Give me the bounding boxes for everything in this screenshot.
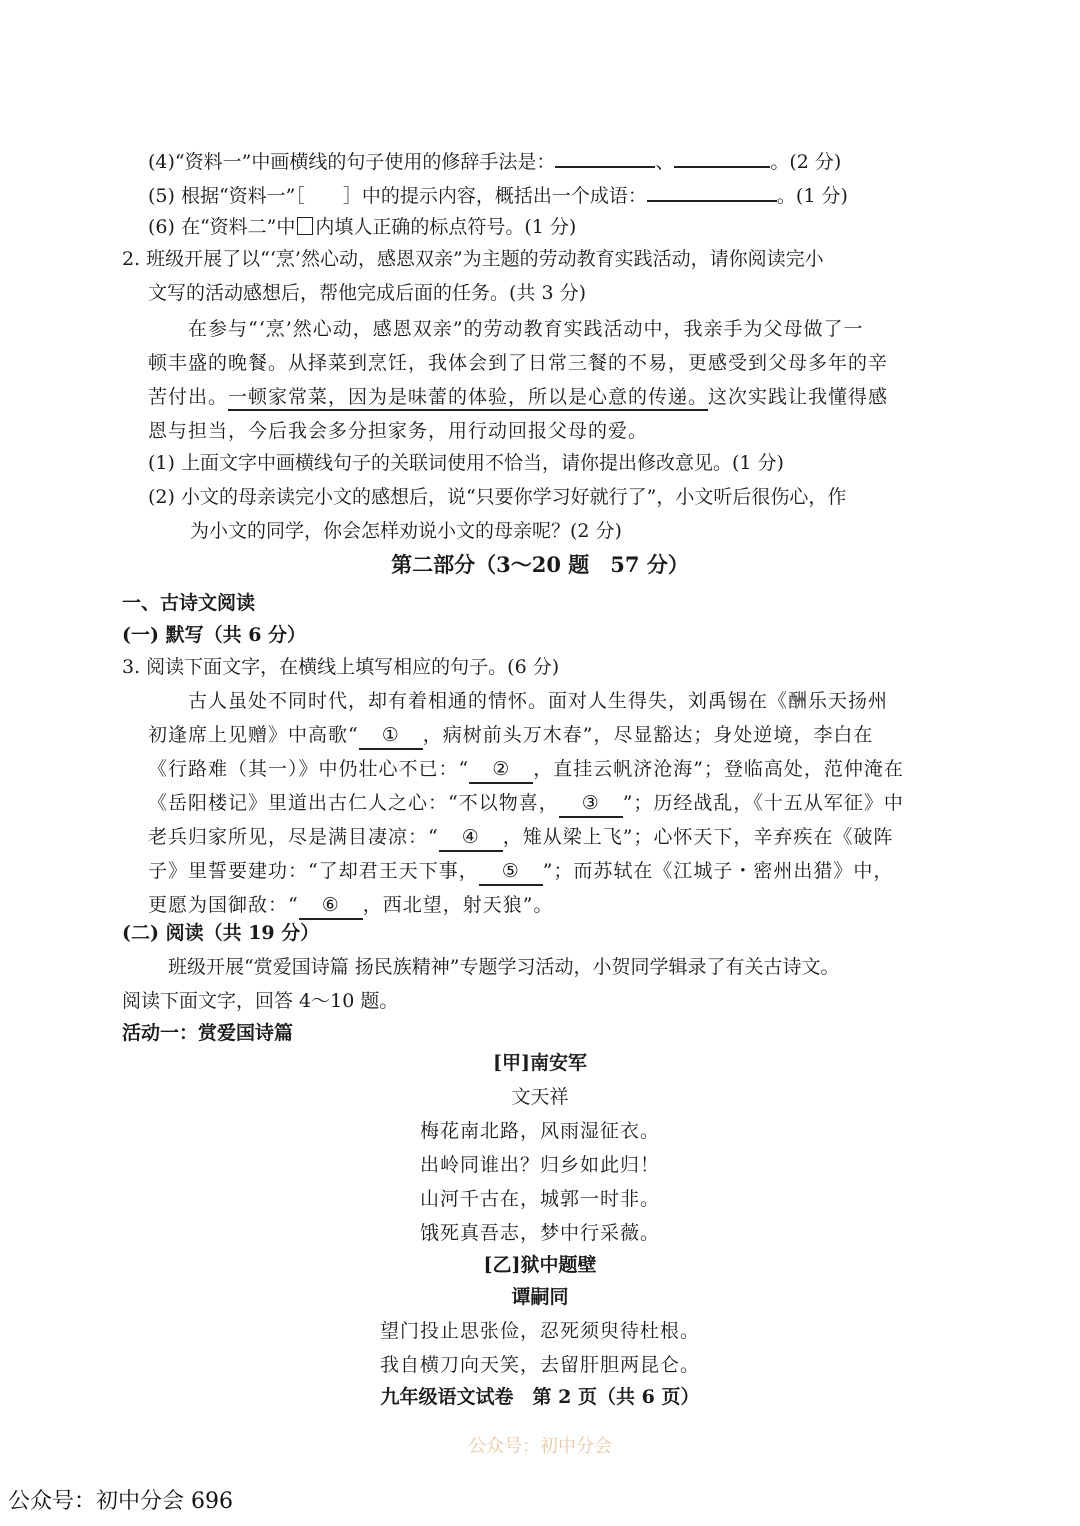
q3-line1: 古人虽处不同时代，却有着相通的情怀。面对人生得失，刘禹锡在《酬乐天扬州 — [188, 690, 889, 712]
part2-title: 第二部分（3～20 题 57 分） — [391, 552, 689, 577]
watermark-center: 公众号：初中分会 — [468, 1436, 612, 1457]
activity-1-title: 活动一：赏爱国诗篇 — [122, 1022, 294, 1044]
section-dictation: (一) 默写（共 6 分） — [122, 624, 307, 646]
poem-a-author: 文天祥 — [511, 1086, 569, 1108]
underlined-sentence: 一顿家常菜，因为是味蕾的体验，所以是心意的传递。 — [228, 386, 708, 411]
q3-prompt: 3. 阅读下面文字，在横线上填写相应的句子。(6 分) — [122, 656, 560, 678]
q2-intro-line1: 2. 班级开展了以“‘烹’然心动，感恩双亲”为主题的劳动教育实践活动，请你阅读完小 — [122, 248, 824, 270]
answer-blank — [647, 180, 777, 202]
q2-paragraph-line2: 顿丰盛的晚餐。从择菜到烹饪，我体会到了日常三餐的不易，更感受到父母多年的辛 — [148, 352, 889, 374]
q2-sub1: (1) 上面文字中画横线句子的关联词使用不恰当，请你提出修改意见。(1 分) — [148, 452, 784, 474]
answer-blank — [674, 146, 770, 168]
answer-blank — [555, 146, 655, 168]
q3-line6: 子》里誓要建功：“了却君王天下事， ⑤ ”；而苏轼在《江城子・密州出猎》中， — [148, 858, 893, 886]
section-reading: (二) 阅读（共 19 分） — [122, 922, 320, 944]
q2-intro-line2: 文写的活动感想后，帮他完成后面的任务。(共 3 分) — [148, 282, 586, 304]
reading-intro-line1: 班级开展“赏爱国诗篇 扬民族精神”专题学习活动，小贺同学辑录了有关古诗文。 — [168, 956, 840, 978]
blank-4: ④ — [439, 824, 503, 852]
q3-line5: 老兵归家所见，尽是满目凄凉：“ ④ ，雉从梁上飞”；心怀天下，辛弃疾在《破阵 — [148, 824, 893, 852]
q2-paragraph-line3: 苦付出。一顿家常菜，因为是味蕾的体验，所以是心意的传递。这次实践让我懂得感 — [148, 384, 888, 410]
q3-line7: 更愿为国御敌：“ ⑥ ，西北望，射天狼”。 — [148, 892, 553, 920]
blank-1: ① — [359, 722, 423, 750]
section-ancient-poetry: 一、古诗文阅读 — [122, 592, 256, 614]
blank-6: ⑥ — [299, 892, 363, 920]
poem-a-line: 出岭同谁出？归乡如此归！ — [419, 1154, 660, 1176]
q2-paragraph-line1: 在参与“‘烹’然心动，感恩双亲”的劳动教育实践活动中，我亲手为父母做了一 — [188, 318, 864, 340]
poem-b-line: 我自横刀向天笑，去留肝胆两昆仑。 — [379, 1354, 700, 1376]
q2-sub2-line1: (2) 小文的母亲读完小文的感想后，说“只要你学习好就行了”，小文听后很伤心，作 — [148, 486, 847, 508]
poem-a-title: [甲]南安军 — [493, 1052, 587, 1074]
watermark-left: 公众号：初中分会 696 — [8, 1489, 233, 1514]
poem-b-title: [乙]狱中题壁 — [483, 1254, 597, 1276]
q2-sub2-line2: 为小文的同学，你会怎样劝说小文的母亲呢？(2 分) — [190, 520, 622, 542]
blank-5: ⑤ — [479, 858, 543, 886]
q1-sub5: (5) 根据“资料一”［ ］中的提示内容，概括出一个成语： 。(1 分) — [148, 180, 848, 209]
blank-2: ② — [469, 756, 533, 784]
poem-a-line: 山河千古在，城郭一时非。 — [419, 1188, 660, 1210]
q3-line2: 初逢席上见赠》中高歌“ ① ，病树前头万木春”，尽显豁达；身处逆境，李白在 — [148, 722, 873, 750]
page-footer: 九年级语文试卷 第 2 页（共 6 页） — [380, 1386, 700, 1408]
reading-intro-line2: 阅读下面文字，回答 4～10 题。 — [122, 990, 399, 1012]
poem-b-line: 望门投止思张俭，忍死须臾待杜根。 — [379, 1320, 700, 1342]
poem-a-line: 饿死真吾志，梦中行采薇。 — [419, 1222, 660, 1244]
q1-sub4: (4)“资料一”中画横线的句子使用的修辞手法是： 、 。(2 分) — [148, 146, 841, 175]
q3-line3: 《行路难（其一）》中仍壮心不已：“ ② ，直挂云帆济沧海”；登临高处，范仲淹在 — [148, 756, 904, 784]
poem-a-line: 梅花南北路，风雨湿征衣。 — [419, 1120, 660, 1142]
punctuation-box — [297, 217, 313, 235]
q2-paragraph-line4: 恩与担当，今后我会多分担家务，用行动回报父母的爱。 — [148, 420, 649, 442]
blank-3: ③ — [559, 790, 623, 818]
q3-line4: 《岳阳楼记》里道出古仁人之心：“不以物喜， ③ ”；历经战乱，《十五从军征》中 — [148, 790, 904, 818]
q1-sub6: (6) 在“资料二”中 内填人正确的标点符号。(1 分) — [148, 216, 577, 238]
poem-b-author: 谭嗣同 — [511, 1286, 569, 1308]
